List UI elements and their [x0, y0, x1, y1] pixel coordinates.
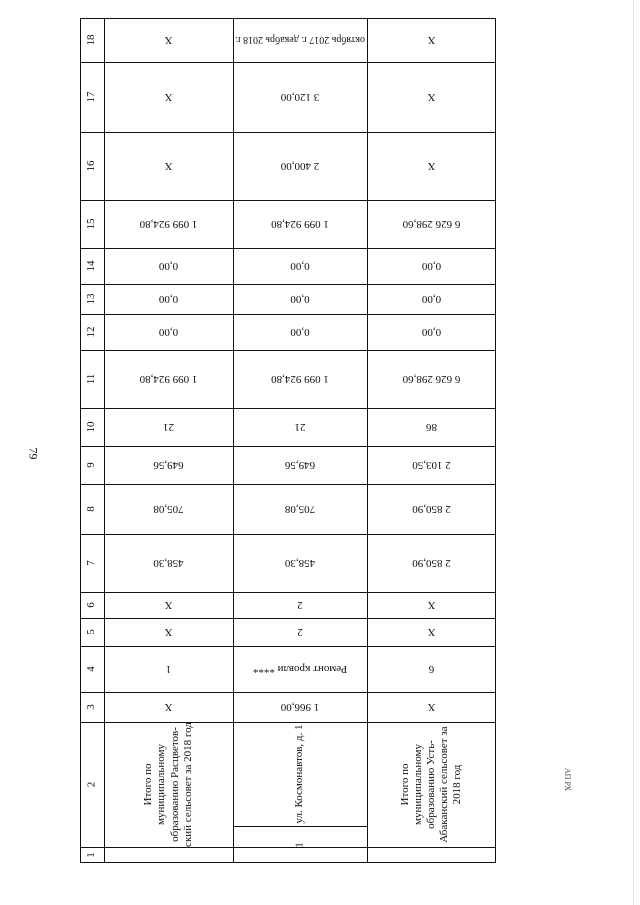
table-cell-r1-c18: X — [164, 34, 173, 46]
column-header: 16 — [85, 160, 98, 172]
table-cell-r1-c7: 458,30 — [153, 557, 184, 569]
table-cell-r2-c9: 649,56 — [284, 459, 316, 471]
table-cell-r1-c3: X — [164, 701, 173, 713]
page-number: 79 — [26, 447, 41, 460]
column-header: 11 — [85, 373, 98, 385]
table-cell-r1-c11: 1 099 924,80 — [139, 373, 198, 385]
table-cell-r3-c15: 6 626 298,60 — [402, 218, 461, 230]
table-cell-r3-c17: X — [427, 91, 436, 103]
table-cell-r3-c10: 86 — [426, 421, 437, 433]
table-cell-r1-c12: 0,00 — [158, 326, 179, 338]
table-cell-r3-c2: Итого по муниципальному образованию Усть-Абаканский сельсовет за 2018 год — [398, 726, 464, 843]
table-cell-r2-c10: 21 — [294, 421, 306, 433]
table-cell-r1-c14: 0,00 — [158, 260, 179, 272]
table-cell-r2-c1: 1 — [293, 841, 306, 848]
table-cell-r2-c13: 0,00 — [290, 293, 310, 305]
column-header: 2 — [85, 781, 98, 788]
column-header: 9 — [85, 462, 98, 468]
table-cell-r1-c13: 0,00 — [158, 293, 179, 305]
column-header: 13 — [85, 293, 98, 305]
table-cell-r2-c8: 705,08 — [284, 503, 316, 515]
table-cell-r1-c17: X — [164, 91, 173, 103]
table-cell-r1-c5: X — [164, 626, 173, 638]
table-cell-r3-c14: 0,00 — [421, 260, 442, 272]
table-cell-r3-c5: X — [427, 626, 436, 638]
table-cell-r3-c6: X — [427, 599, 436, 611]
table-cell-r3-c18: X — [427, 34, 436, 46]
data-table — [80, 18, 496, 863]
table-cell-r3-c8: 2 850,90 — [412, 503, 451, 515]
table-cell-r2-c11: 1 099 924,80 — [271, 373, 329, 385]
table-cell-r1-c8: 705,08 — [153, 503, 184, 515]
column-header: 6 — [85, 602, 98, 608]
table-cell-r1-c9: 649,56 — [153, 459, 184, 471]
table-cell-r3-c7: 2 850,90 — [412, 557, 451, 569]
column-header: 17 — [85, 91, 98, 103]
table-cell-r3-c3: X — [427, 701, 436, 713]
table-cell-r2-c15: 1 099 924,80 — [271, 218, 329, 230]
table-cell-r1-c6: X — [164, 599, 173, 611]
table-cell-r3-c1 — [367, 847, 496, 863]
table-cell-r2-c5: 2 — [297, 626, 303, 638]
column-header: 14 — [85, 260, 98, 272]
column-header: 1 — [85, 852, 98, 858]
table-cell-r2-c6: 2 — [297, 599, 303, 611]
column-header: 4 — [85, 666, 98, 672]
column-header: 8 — [85, 506, 98, 512]
table-cell-r3-c9: 2 103,50 — [412, 459, 451, 471]
table-cell-r1-c15: 1 099 924,80 — [139, 218, 198, 230]
column-header: 18 — [85, 34, 98, 46]
table-cell-r3-c13: 0,00 — [421, 293, 442, 305]
page-edge — [633, 0, 634, 905]
table-cell-r2-c12: 0,00 — [290, 326, 310, 338]
table-cell-r2-c7: 458,30 — [284, 557, 316, 569]
table-cell-r2-c3: 1 966,00 — [280, 701, 320, 713]
column-header: 7 — [85, 560, 98, 566]
table-cell-r1-c10: 21 — [163, 421, 174, 433]
table-cell-r2-c17: 3 120,00 — [280, 91, 320, 103]
table-cell-r2-c18: октябрь 2017 г. декабрь 2018 г. — [235, 34, 365, 46]
table-cell-r1-c1 — [104, 847, 233, 863]
table-cell-r2-c4: Ремонт кровли **** — [252, 663, 348, 675]
table-cell-r1-c4: 1 — [165, 663, 172, 675]
column-header: 10 — [85, 421, 98, 433]
table-cell-r3-c11: 6 626 298,60 — [402, 373, 461, 385]
table-cell-r3-c4: 6 — [428, 663, 435, 675]
table-cell-r3-c16: X — [427, 160, 436, 172]
column-header: 5 — [85, 629, 98, 635]
column-header: 15 — [85, 218, 98, 230]
table-cell-r2-c14: 0,00 — [290, 260, 310, 272]
table-cell-r2-c2: ул. Космонавтов, д. 1 — [293, 724, 306, 824]
column-header: 12 — [85, 326, 98, 338]
table-cell-r3-c12: 0,00 — [421, 326, 442, 338]
archive-mark: АП РХ — [563, 767, 573, 792]
table-cell-r2-c16: 2 400,00 — [280, 160, 320, 172]
table-cell-r1-c16: X — [164, 160, 173, 172]
table-cell-r1-c2: Итого по муниципальному образованию Расцветов-ский сельсовет за 2018 год — [142, 722, 194, 847]
column-header: 3 — [85, 704, 98, 710]
